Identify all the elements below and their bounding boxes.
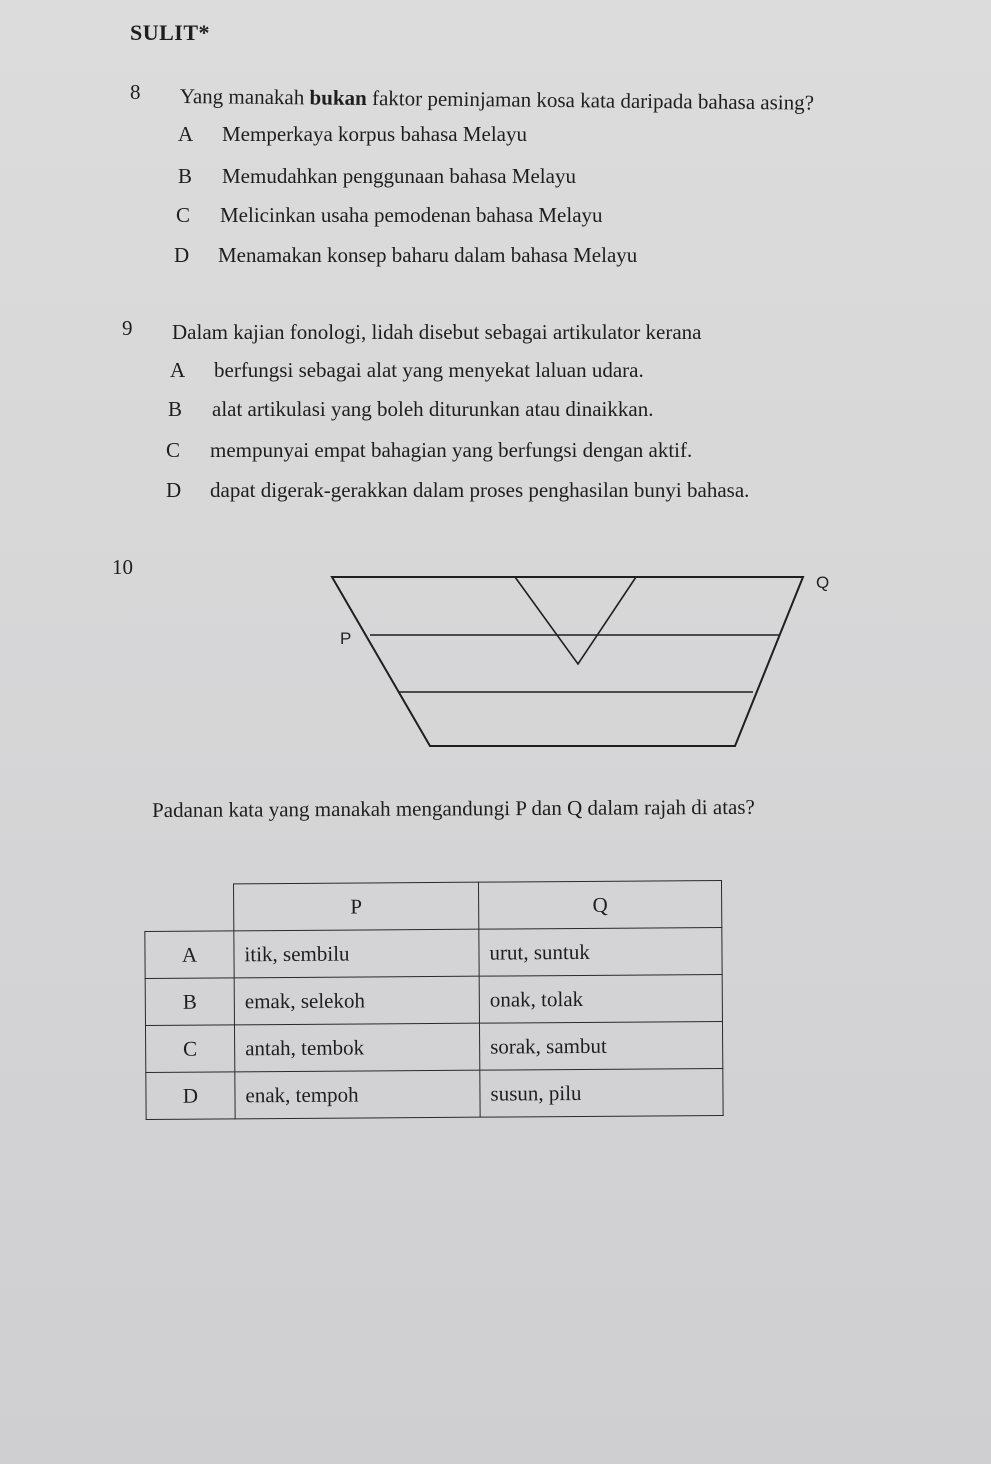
row-p: itik, sembilu: [234, 929, 479, 978]
question-9-option-b[interactable]: [168, 397, 653, 422]
table-header-q: Q: [478, 880, 721, 929]
question-9-stem: Dalam kajian fonologi, lidah disebut sebagai artikulator kerana: [172, 320, 702, 344]
table-row-d[interactable]: [146, 1068, 723, 1119]
row-letter: C: [145, 1025, 234, 1073]
row-q: sorak, sambut: [479, 1021, 722, 1070]
option-letter: D: [174, 243, 190, 267]
row-q: urut, suntuk: [479, 927, 722, 976]
row-p: emak, selekoh: [234, 976, 479, 1025]
option-text: mempunyai empat bahagian yang berfungsi dengan aktif.: [210, 438, 693, 462]
question-8-option-d[interactable]: [174, 243, 637, 268]
diagram-outline: [332, 577, 803, 746]
question-9-option-c[interactable]: [166, 438, 692, 463]
table-header-p: P: [234, 882, 479, 931]
question-8-option-b[interactable]: [178, 164, 576, 189]
question-8-stem-post: faktor peminjaman kosa kata daripada bahasa asing?: [366, 85, 815, 115]
question-8-option-a[interactable]: [178, 122, 527, 147]
question-9-option-d[interactable]: [166, 478, 749, 503]
row-q: onak, tolak: [479, 974, 722, 1023]
table-header-row: [145, 880, 722, 931]
option-text: Memperkaya korpus bahasa Melayu: [222, 122, 527, 146]
option-text: Menamakan konsep baharu dalam bahasa Melayu: [218, 243, 638, 267]
row-letter: A: [145, 931, 234, 979]
table-row-b[interactable]: [145, 974, 722, 1025]
row-letter: D: [146, 1072, 235, 1120]
question-8-stem-bold: bukan: [309, 85, 367, 110]
question-8-stem-pre: Yang manakah: [179, 84, 310, 110]
question-8-stem: [180, 84, 814, 116]
table-row-c[interactable]: [145, 1021, 722, 1072]
option-text: Melicinkan usaha pemodenan bahasa Melayu: [220, 203, 603, 227]
question-10-stem: Padanan kata yang manakah mengandungi P dan Q dalam rajah di atas?: [152, 794, 755, 822]
option-letter: C: [176, 203, 191, 227]
diagram-label-p: P: [340, 629, 352, 648]
page-header: SULIT*: [130, 20, 211, 45]
answer-table: [144, 880, 724, 1120]
option-letter: B: [178, 164, 193, 188]
question-10-number: 10: [112, 555, 133, 579]
table-row-a[interactable]: [145, 927, 722, 978]
option-letter: C: [166, 438, 181, 462]
question-9-option-a[interactable]: [170, 358, 644, 383]
option-text: Memudahkan penggunaan bahasa Melayu: [222, 164, 576, 188]
option-letter: A: [170, 358, 186, 382]
option-text: berfungsi sebagai alat yang menyekat laluan udara.: [214, 358, 644, 382]
row-q: susun, pilu: [480, 1068, 723, 1117]
row-p: antah, tembok: [234, 1023, 479, 1072]
option-letter: D: [166, 478, 182, 502]
diagram-label-q: Q: [816, 573, 830, 592]
tongue-diagram: [300, 560, 860, 760]
diagram-v-shape: [515, 577, 636, 664]
table-header-blank: [145, 884, 234, 932]
option-text: alat artikulasi yang boleh diturunkan atau dinaikkan.: [212, 397, 654, 421]
option-letter: B: [168, 397, 183, 421]
option-text: dapat digerak-gerakkan dalam proses penghasilan bunyi bahasa.: [210, 478, 750, 502]
question-8-option-c[interactable]: [176, 203, 603, 228]
question-9-number: 9: [122, 316, 133, 340]
row-p: enak, tempoh: [235, 1070, 480, 1119]
question-8-number: 8: [130, 80, 141, 104]
option-letter: A: [178, 122, 194, 146]
row-letter: B: [145, 978, 234, 1026]
